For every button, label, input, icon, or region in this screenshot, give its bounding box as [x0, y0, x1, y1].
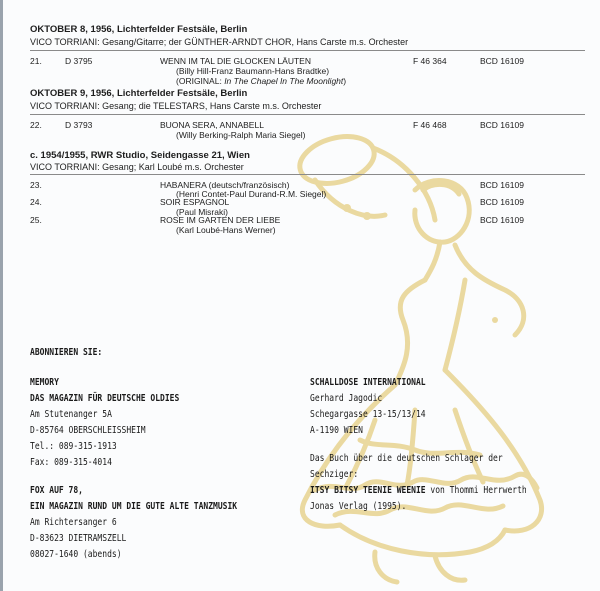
fox-name: FOX AUF 78,	[30, 485, 83, 496]
book-line-4: Jonas Verlag (1995).	[310, 501, 407, 512]
original-note	[176, 76, 346, 86]
divider	[30, 50, 585, 51]
track-title: WENN IM TAL DIE GLOCKEN LÄUTEN	[160, 56, 311, 66]
page-edge	[0, 0, 3, 591]
fox-phone: 08027-1640 (abends)	[30, 549, 122, 560]
catalog-number: F 46 468	[413, 120, 447, 130]
original-suffix: )	[343, 76, 347, 86]
track-title: BUONA SERA, ANNABELL	[160, 120, 264, 130]
schalldose-contact: Gerhard Jagodic	[310, 393, 383, 404]
original-prefix: (ORIGINAL:	[176, 76, 225, 86]
matrix-number: D 3795	[65, 56, 93, 66]
track-number: 23.	[30, 180, 42, 190]
track-title: HABANERA (deutsch/französisch)	[160, 180, 290, 190]
session-heading: c. 1954/1955, RWR Studio, Seidengasse 21, Wien	[30, 150, 250, 161]
track-credit: (Paul Misraki)	[176, 207, 228, 217]
schalldose-street: Schegargasse 13-15/13/14	[310, 409, 426, 420]
memory-city: D-85764 OBERSCHLEISSHEIM	[30, 425, 146, 436]
fox-city: D-83623 DIETRAMSZELL	[30, 533, 127, 544]
track-number: 21.	[30, 56, 42, 66]
book-line-2: Sechziger:	[310, 469, 359, 480]
session-performers: VICO TORRIANI: Gesang/Gitarre; der GÜNTHER-ARNDT CHOR, Hans Carste m.s. Orchester	[30, 37, 409, 47]
memory-fax: Fax: 089-315-4014	[30, 457, 112, 468]
track-credit: (Henri Contet-Paul Durand-R.M. Siegel)	[176, 189, 327, 199]
book-author: von Thommi Herrwerth	[425, 485, 527, 496]
book-line-3	[310, 484, 527, 497]
schalldose-name: SCHALLDOSE INTERNATIONAL	[310, 377, 426, 388]
book-line-1: Das Buch über die deutschen Schlager der	[310, 453, 503, 464]
subscribe-heading: ABONNIEREN SIE:	[30, 347, 103, 358]
bcd-number: BCD 16109	[480, 197, 524, 207]
memory-tagline: DAS MAGAZIN FÜR DEUTSCHE OLDIES	[30, 393, 180, 404]
track-credit: (Willy Berking-Ralph Maria Siegel)	[176, 130, 306, 140]
fox-street: Am Richtersanger 6	[30, 517, 117, 528]
session-performers: VICO TORRIANI: Gesang; die TELESTARS, Hans Carste m.s. Orchester	[30, 101, 322, 111]
book-title: ITSY BITSY TEENIE WEENIE	[310, 485, 426, 496]
memory-name: MEMORY	[30, 377, 59, 388]
schalldose-city: A-1190 WIEN	[310, 425, 363, 436]
memory-phone: Tel.: 089-315-1913	[30, 441, 117, 452]
bcd-number: BCD 16109	[480, 56, 524, 66]
divider	[30, 114, 585, 115]
original-title: In The Chapel In The Moonlight	[224, 76, 344, 86]
track-credit: (Karl Loubé-Hans Werner)	[176, 225, 276, 235]
track-title: SOIR ESPAGNOL	[160, 197, 230, 207]
track-number: 25.	[30, 215, 42, 225]
matrix-number: D 3793	[65, 120, 93, 130]
fox-tagline: EIN MAGAZIN RUND UM DIE GUTE ALTE TANZMUSIK	[30, 501, 238, 512]
track-credit: (Billy Hill-Franz Baumann-Hans Bradtke)	[176, 66, 330, 76]
track-number: 22.	[30, 120, 42, 130]
bcd-number: BCD 16109	[480, 120, 524, 130]
bcd-number: BCD 16109	[480, 180, 524, 190]
session-heading: OKTOBER 9, 1956, Lichterfelder Festsäle, Berlin	[30, 88, 248, 99]
track-title: ROSE IM GARTEN DER LIEBE	[160, 215, 281, 225]
memory-street: Am Stutenanger 5A	[30, 409, 112, 420]
bcd-number: BCD 16109	[480, 215, 524, 225]
track-number: 24.	[30, 197, 42, 207]
catalog-number: F 46 364	[413, 56, 447, 66]
session-performers: VICO TORRIANI: Gesang; Karl Loubé m.s. Orchester	[30, 162, 244, 172]
session-heading: OKTOBER 8, 1956, Lichterfelder Festsäle, Berlin	[30, 24, 248, 35]
divider	[30, 174, 585, 175]
